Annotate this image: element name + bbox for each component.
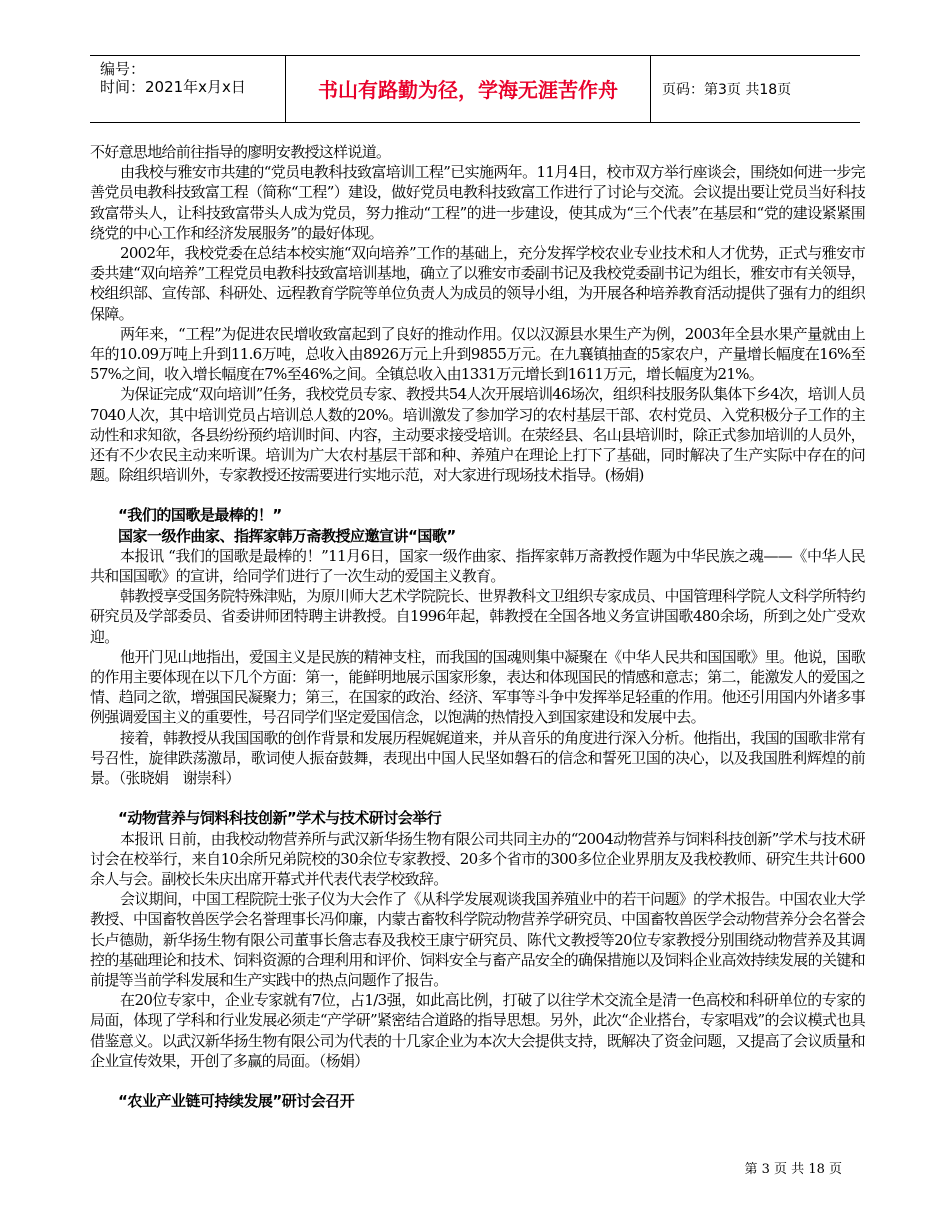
number-label: 编号： [100, 60, 146, 78]
article-subtitle: 国家一级作曲家、指挥家韩万斋教授应邀宣讲“国歌” [118, 526, 456, 545]
header-page-info: 页码：第3页 共18页 [662, 82, 792, 98]
header-divider [650, 56, 651, 122]
section-gap [90, 788, 865, 808]
article-paragraph: 本报讯 “我们的国歌是最棒的！”11月6日，国家一级作曲家、指挥家韩万斋教授作题为中华民族之魂——《中华人民共和国国歌》的宣讲，给同学们进行了一次生动的爱国主义教育。 [90, 546, 865, 586]
article-title: “动物营养与饲料科技创新”学术与技术研讨会举行 [118, 809, 442, 828]
article-paragraph: 不好意思地给前往指导的廖明安教授这样说道。 [90, 143, 391, 161]
article-paragraph: 两年来，“工程”为促进农民增收致富起到了良好的推动作用。仅以汉源县水果生产为例，2003年全县水果产量就由上年的10.09万吨上升到11.6万吨，总收入由8926万元上升到9855万元。在九襄镇抽查的5家农户，产量增长幅度在16%至57%之间，收入增长幅度在7%至46%之间。全镇总收入由1331万元增长到1611万元，增长幅度为21%。 [90, 324, 865, 384]
section-gap [90, 485, 865, 505]
article-paragraph: 由我校与雅安市共建的“党员电教科技致富培训工程”已实施两年。11月4日，校市双方举行座谈会，围绕如何进一步完善党员电教科技致富工程（简称“工程”）建设，做好党员电教科技致富工作进行了讨论与交流。会议提出要让党员当好科技致富带头人，让科技致富带头人成为党员，努力推动“工程”的进一步建设，使其成为“三个代表”在基层和“党的建设紧紧围绕党的中心工作和经济发展服务”的最好体现。 [90, 163, 865, 242]
article-paragraph: 为保证完成“双向培训”任务，我校党员专家、教授共54人次开展培训46场次，组织科技服务队集体下乡4次，培训人员7040人次，其中培训党员占培训总人数的20%。培训激发了参加学习的农村基层干部、农村党员、入党积极分子工作的主动性和求知欲，各县纷纷预约培训时间、内容，主动要求接受培训。在荥经县、名山县培训时，除正式参加培训的人员外，还有不少农民主动来听课。培训为广大农村基层干部和种、养殖户在理论上打下了基础，同时解决了生产实际中存在的问题。除组织培训外，专家教授还按需要进行实地示范，对大家进行现场技术指导。(杨娟) [90, 385, 865, 485]
article-paragraph: 他开门见山地指出，爱国主义是民族的精神支柱，而我国的国魂则集中凝聚在《中华人民共和国国歌》里。他说，国歌的作用主要体现在以下几个方面：第一，能鲜明地展示国家形象，表达和体现国民的情感和意志；第二，能激发人的爱国之情、趋同之欲，增强国民凝聚力；第三，在国家的政治、经济、军事等斗争中发挥举足轻重的作用。他还引用国内外诸多事例强调爱国主义的重要性，号召同学们坚定爱国信念，以饱满的热情投入到国家建设和发展中去。 [90, 647, 865, 727]
time-label: 时间：2021年x月x日 [100, 78, 246, 96]
article-paragraph: 2002年，我校党委在总结本校实施“双向培养”工作的基础上，充分发挥学校农业专业技术和人才优势，正式与雅安市委共建“双向培养”工程党员电教科技致富培训基地，确立了以雅安市委副书记及我校党委副书记为组长，雅安市有关领导，校组织部、宣传部、科研处、远程教育学院等单位负责人为成员的领导小组，为开展各种培养教育活动提供了强有力的组织保障。 [90, 244, 865, 323]
section-gap [90, 1071, 865, 1091]
article-title: “我们的国歌是最棒的！” [118, 506, 282, 525]
article-body [90, 142, 865, 1111]
page-footer: 第 3 页 共 18 页 [744, 1162, 842, 1177]
article-paragraph: 接着，韩教授从我国国歌的创作背景和发展历程娓娓道来，并从音乐的角度进行深入分析。他指出，我国的国歌非常有号召性，旋律跌荡激昂，歌词使人振奋鼓舞，表现出中国人民坚如磐石的信念和誓死卫国的决心，以及我国胜利辉煌的前景。（张晓娟 谢崇科） [90, 728, 865, 788]
header-meta [100, 60, 246, 96]
article-paragraph: 会议期间，中国工程院院士张子仪为大会作了《从科学发展观谈我国养殖业中的若干问题》的学术报告。中国农业大学教授、中国畜牧兽医学会名誉理事长冯仰廉，内蒙古畜牧科学院动物营养学研究员、中国畜牧兽医学会动物营养分会名誉会长卢德勋，新华扬生物有限公司董事长詹志春及我校王康宁研究员、陈代文教授等20位专家教授分别围绕动物营养及其调控的基础理论和技术、饲料资源的合理利用和评价、饲料安全与畜产品安全的确保措施以及饲料企业高效持续发展的关键和前提等当前学科发展和生产实践中的热点问题作了报告。 [90, 890, 865, 989]
page-header [90, 55, 860, 123]
article-paragraph: 本报讯 日前，由我校动物营养所与武汉新华扬生物有限公司共同主办的“2004动物营养与饲料科技创新”学术与技术研讨会在校举行，来自10余所兄弟院校的30余位专家教授、20多个省市的300多位企业界朋友及我校教师、研究生共计600余人与会。副校长朱庆出席开幕式并代表代表学校致辞。 [90, 829, 865, 888]
article-paragraph: 在20位专家中，企业专家就有7位，占1/3强，如此高比例，打破了以往学术交流全是清一色高校和科研单位的专家的局面，体现了学科和行业发展必须走“产学研”紧密结合道路的指导思想。另外，此次“企业搭台，专家唱戏”的会议模式也具借鉴意义。以武汉新华扬生物有限公司为代表的十几家企业为本次大会提供支持，既解决了资金问题，又提高了会议质量和企业宣传效果，开创了多赢的局面。（杨娟） [90, 991, 865, 1070]
article-paragraph: 韩教授享受国务院特殊津贴，为原川师大艺术学院院长、世界教科文卫组织专家成员、中国管理科学院人文科学所特约研究员及学部委员、省委讲师团特聘主讲教授。自1996年起，韩教授在全国各地义务宣讲国歌480余场，所到之处广受欢迎。 [90, 587, 865, 646]
header-motto: 书山有路勤为径，学海无涯苦作舟 [318, 78, 618, 102]
article-title: “农业产业链可持续发展”研讨会召开 [118, 1091, 355, 1110]
